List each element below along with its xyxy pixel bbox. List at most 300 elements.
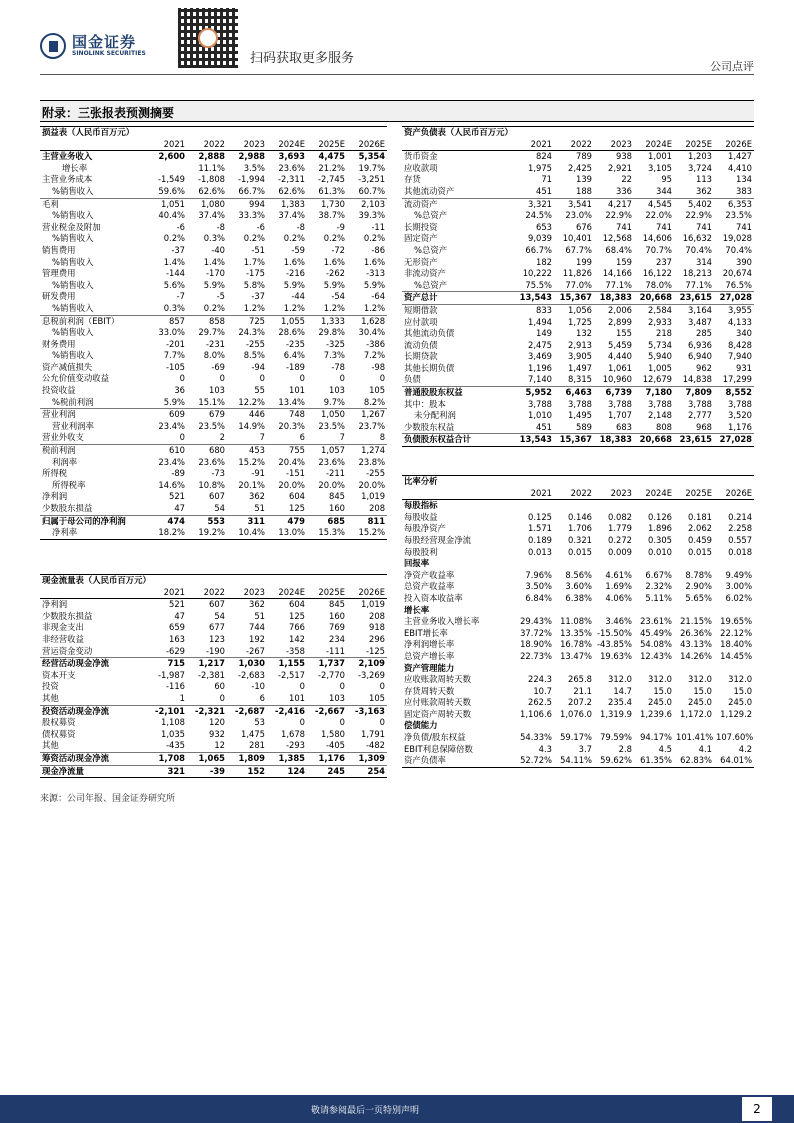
cell-value xyxy=(634,663,674,675)
cell-value: 59.62% xyxy=(594,755,634,767)
cell-value: 0.2% xyxy=(203,302,225,313)
cell-value: 45.49% xyxy=(640,627,672,638)
cell-value: 47 xyxy=(174,503,185,513)
cell-value: -325 xyxy=(325,338,345,349)
cell-value: 7,809 xyxy=(674,387,714,399)
cell-value: 3,105 xyxy=(648,162,672,173)
cell-value: 1,080 xyxy=(187,198,227,210)
cell-value: 155 xyxy=(616,328,632,339)
cell-value: 23.4% xyxy=(158,456,185,467)
year-header: 2024E xyxy=(267,587,307,599)
cell-value: 21.15% xyxy=(680,616,712,627)
cell-value: 36 xyxy=(174,385,185,396)
table-row xyxy=(402,257,754,269)
cell-value: 3.00% xyxy=(725,581,753,592)
cell-value xyxy=(554,558,594,570)
table-row xyxy=(40,233,387,245)
row-label: 资产负债率 xyxy=(402,755,514,767)
cell-value: 53 xyxy=(254,717,265,728)
cell-value: 474 xyxy=(147,515,187,527)
row-label: 净利润 xyxy=(42,491,68,502)
cell-value: 479 xyxy=(267,515,307,527)
row-label: 长期贷款 xyxy=(404,351,438,362)
cell-value: 1,309 xyxy=(347,752,387,765)
cell-value: 6.38% xyxy=(565,592,592,603)
table-row xyxy=(402,292,754,305)
cell-value: -9 xyxy=(336,221,345,232)
cell-value: 1,725 xyxy=(568,316,592,327)
table-row xyxy=(402,709,754,721)
cell-value: -78 xyxy=(331,361,345,372)
cell-value: 4.5 xyxy=(658,743,672,754)
cell-value: 741 xyxy=(616,221,632,232)
table-row xyxy=(40,765,387,778)
cell-value: 0.2% xyxy=(323,233,345,244)
cell-value: 968 xyxy=(696,421,712,432)
cell-value: 6.02% xyxy=(725,592,753,603)
cell-value: 0.2% xyxy=(283,233,305,244)
cell-value: 26.36% xyxy=(680,627,712,638)
row-label: 所得税 xyxy=(42,468,68,479)
row-label: 少数股东损益 xyxy=(42,503,93,513)
row-label: 公允价值变动收益 xyxy=(42,373,109,384)
row-label: %总资产 xyxy=(414,279,448,290)
cell-value: 160 xyxy=(329,610,345,621)
table-row xyxy=(402,686,754,698)
company-logo-icon xyxy=(40,33,66,59)
cell-value: 8 xyxy=(379,432,386,443)
row-label: 销售费用 xyxy=(42,244,76,255)
year-header: 2025E xyxy=(674,139,714,151)
cell-value: 16,122 xyxy=(642,268,672,279)
cell-value: 27,028 xyxy=(714,292,754,305)
cell-value: 23.5% xyxy=(318,420,345,431)
cell-value xyxy=(514,663,554,675)
cell-value: 12 xyxy=(214,740,225,751)
cell-value: 2,921 xyxy=(608,162,632,173)
cell-value: -7 xyxy=(176,291,185,302)
cell-value: 11,826 xyxy=(562,268,592,279)
cell-value: 22 xyxy=(621,174,632,185)
cell-value: 60.7% xyxy=(358,185,386,196)
cell-value: 0.125 xyxy=(528,511,552,522)
table-row xyxy=(40,421,387,433)
cell-value: 4.61% xyxy=(605,569,632,580)
cell-value: -5 xyxy=(216,291,225,302)
cell-value: 610 xyxy=(147,445,187,457)
table-row xyxy=(402,174,754,186)
cell-value: 296 xyxy=(369,633,385,644)
cell-value: 1,055 xyxy=(267,315,307,327)
cell-value: 4,217 xyxy=(594,198,634,210)
cell-value: 0 xyxy=(179,432,185,443)
cell-value: 11.1% xyxy=(198,162,225,173)
cell-value: 824 xyxy=(536,151,552,162)
cell-value: 5,952 xyxy=(514,387,554,399)
cell-value: -235 xyxy=(285,338,305,349)
row-label: 债权募资 xyxy=(42,728,76,739)
year-header: 2023 xyxy=(594,139,634,151)
cell-value: -2,745 xyxy=(318,174,345,185)
row-label: %销售收入 xyxy=(52,350,94,361)
cell-value: 7.7% xyxy=(163,350,185,361)
table-row xyxy=(40,491,387,503)
cell-value: 2,006 xyxy=(594,304,634,316)
cell-value: 1,051 xyxy=(147,198,187,210)
cell-value: 6,739 xyxy=(594,387,634,399)
row-label: 主营业务成本 xyxy=(42,174,93,185)
cell-value: 235.4 xyxy=(608,697,632,708)
row-label: 货币资金 xyxy=(404,151,438,162)
cell-value: 3,541 xyxy=(554,198,594,210)
cell-value: 21.1 xyxy=(573,685,592,696)
cell-value: 77.1% xyxy=(605,279,632,290)
cell-value: 13.4% xyxy=(278,396,305,407)
cell-value: 38.7% xyxy=(318,210,345,221)
cell-value: 75.5% xyxy=(525,279,552,290)
row-label: 存货 xyxy=(404,174,421,185)
cell-value: -125 xyxy=(365,645,385,656)
table-row xyxy=(40,303,387,315)
cell-value: 0.082 xyxy=(608,511,632,522)
row-label: 增长率 xyxy=(404,604,430,615)
cell-value: 1,494 xyxy=(528,316,552,327)
cell-value: 1,319.9 xyxy=(600,708,632,719)
cell-value: 15.0 xyxy=(693,685,712,696)
cell-value: 521 xyxy=(169,599,185,610)
cell-value: 23,615 xyxy=(674,434,714,447)
row-label: 其中：股本 xyxy=(404,398,446,409)
cell-value: 234 xyxy=(329,633,345,644)
cell-value: 2,109 xyxy=(347,658,387,670)
cell-value: 1,061 xyxy=(608,362,632,373)
cell-value: 2,475 xyxy=(528,339,552,350)
cell-value: 1,475 xyxy=(241,728,265,739)
table-title-row xyxy=(402,476,754,488)
cell-value: 0.214 xyxy=(728,511,753,522)
cell-value: 12,568 xyxy=(602,233,632,244)
cell-value: 1,267 xyxy=(347,409,387,421)
year-header: 2025E xyxy=(674,488,714,500)
cell-value: -89 xyxy=(171,468,185,479)
cell-value xyxy=(714,605,754,617)
cell-value: 1,708 xyxy=(147,752,187,765)
cell-value: 17,299 xyxy=(722,374,752,385)
disclaimer-notice: 敬请参阅最后一页特别声明 xyxy=(310,1106,419,1116)
year-header: 2026E xyxy=(347,139,387,151)
cell-value: 107.60% xyxy=(716,732,754,743)
cell-value: 281 xyxy=(249,740,265,751)
cell-value: 6,353 xyxy=(714,198,754,210)
cell-value: 37.72% xyxy=(520,627,552,638)
cell-value: 2,103 xyxy=(347,198,387,210)
cell-value: 8.78% xyxy=(685,569,712,580)
cell-value: 938 xyxy=(616,151,632,162)
row-label: 普通股股东权益 xyxy=(402,387,514,399)
row-label: 短期借款 xyxy=(402,304,514,316)
cell-value: 741 xyxy=(736,221,752,232)
cell-value: 285 xyxy=(696,328,712,339)
row-label: 无形资产 xyxy=(404,256,438,267)
row-label: 非流动资产 xyxy=(404,268,446,279)
table-row xyxy=(40,670,387,682)
row-label: %销售收入 xyxy=(52,327,94,338)
cell-value: 994 xyxy=(227,198,267,210)
row-label: 资产减值损失 xyxy=(42,361,93,372)
year-header: 2022 xyxy=(554,488,594,500)
row-label: 净负债/股东权益 xyxy=(404,732,466,743)
cell-value: 20.0% xyxy=(318,479,345,490)
table-row xyxy=(402,151,754,163)
cell-value: 24.3% xyxy=(238,327,265,338)
cell-value: -267 xyxy=(245,645,265,656)
cell-value: 7.3% xyxy=(323,350,345,361)
year-header-row xyxy=(40,587,387,599)
row-label: 每股收益 xyxy=(404,511,438,522)
cell-value: 54 xyxy=(214,610,225,621)
row-label: 回报率 xyxy=(404,558,430,569)
cell-value: 15.0 xyxy=(653,685,672,696)
cell-value: -386 xyxy=(366,338,386,349)
page-header xyxy=(0,0,794,80)
table-title: 比率分析 xyxy=(402,476,754,488)
year-header: 2024E xyxy=(634,488,674,500)
cell-value: 2.32% xyxy=(645,581,672,592)
cell-value: 1,333 xyxy=(307,315,347,327)
cell-value: 14,606 xyxy=(642,233,672,244)
row-label: 每股股利 xyxy=(404,546,438,557)
table-row xyxy=(402,222,754,234)
cell-value xyxy=(594,720,634,732)
table-title-row xyxy=(402,127,754,139)
row-label: 主营业务收入增长率 xyxy=(404,616,480,627)
cell-value: 54.11% xyxy=(554,755,594,767)
cell-value: 0.321 xyxy=(568,534,592,545)
cell-value: 23.4% xyxy=(158,420,185,431)
year-header: 2021 xyxy=(147,587,187,599)
cell-value: 1,383 xyxy=(267,198,307,210)
cell-value: 2,913 xyxy=(568,339,592,350)
table-row xyxy=(40,740,387,752)
cell-value: 6.67% xyxy=(645,569,672,580)
cell-value: 9.7% xyxy=(323,396,345,407)
cell-value: -116 xyxy=(165,681,185,692)
row-label: EBIT增长率 xyxy=(404,627,448,638)
cell-value: 20.0% xyxy=(358,479,386,490)
cell-value: 3.46% xyxy=(605,616,632,627)
cell-value: -255 xyxy=(245,338,265,349)
cell-value: 23.0% xyxy=(565,210,592,221)
cell-value: 29.7% xyxy=(198,327,225,338)
cell-value: -201 xyxy=(165,338,185,349)
cell-value: 94.17% xyxy=(640,732,672,743)
cell-value: -405 xyxy=(325,740,345,751)
cell-value: 9,039 xyxy=(528,233,552,244)
cell-value: 5.65% xyxy=(685,592,712,603)
cell-value: 51 xyxy=(254,610,265,621)
table-row xyxy=(402,422,754,434)
cell-value: 30.4% xyxy=(358,327,386,338)
row-label: 存货周转天数 xyxy=(404,685,455,696)
cell-value: 14.6% xyxy=(158,479,185,490)
year-header: 2024E xyxy=(267,139,307,151)
cell-value: 1,975 xyxy=(528,162,552,173)
cell-value: 21.2% xyxy=(318,162,345,173)
year-header: 2024E xyxy=(634,139,674,151)
cell-value: 1,106.6 xyxy=(520,708,552,719)
cell-value: 14.9% xyxy=(238,420,265,431)
cell-value: 1,427 xyxy=(728,151,752,162)
row-label: %总资产 xyxy=(414,210,448,221)
cell-value: 23.7% xyxy=(358,420,386,431)
cell-value: 8.56% xyxy=(565,569,592,580)
table-row xyxy=(40,327,387,339)
cell-value: 858 xyxy=(187,315,227,327)
cell-value: 95 xyxy=(661,174,672,185)
table-row xyxy=(402,755,754,767)
year-header: 2023 xyxy=(227,139,267,151)
cell-value: 182 xyxy=(536,256,552,267)
cell-value: 1.6% xyxy=(283,256,305,267)
table-row xyxy=(40,634,387,646)
cell-value: 321 xyxy=(147,765,187,778)
cell-value: 1,108 xyxy=(161,717,185,728)
cell-value: 18,383 xyxy=(594,434,634,447)
cell-value: 28.6% xyxy=(278,327,305,338)
cell-value xyxy=(634,720,674,732)
row-label: 其他 xyxy=(42,692,59,703)
table-row xyxy=(40,480,387,492)
row-label: 利润率 xyxy=(52,456,78,467)
year-header: 2022 xyxy=(187,139,227,151)
cell-value: 77.1% xyxy=(685,279,712,290)
cell-value: 3,905 xyxy=(568,351,592,362)
cell-value: -2,101 xyxy=(147,705,187,717)
cell-value: 1,385 xyxy=(267,752,307,765)
year-header: 2022 xyxy=(187,587,227,599)
cell-value: 149 xyxy=(536,328,552,339)
cell-value: -255 xyxy=(366,468,386,479)
cell-value: 2,777 xyxy=(688,410,712,421)
table-row xyxy=(40,350,387,362)
cell-value: 19.65% xyxy=(720,616,753,627)
row-label: 每股净资产 xyxy=(404,523,446,534)
cell-value: -2,416 xyxy=(267,705,307,717)
cell-value: -37 xyxy=(171,244,185,255)
cell-value: 8.2% xyxy=(363,396,386,407)
cell-value: -3,163 xyxy=(347,705,387,717)
table-row xyxy=(402,605,754,617)
cell-value: -2,321 xyxy=(187,705,227,717)
cell-value: 51 xyxy=(254,503,265,513)
table-row xyxy=(402,163,754,175)
table-row xyxy=(402,593,754,605)
table-row xyxy=(40,717,387,729)
row-label: 负债股东权益合计 xyxy=(402,434,514,447)
table-row xyxy=(40,409,387,421)
cell-value: 4.1 xyxy=(698,743,712,754)
table-row xyxy=(40,163,387,175)
cell-value: 312.0 xyxy=(728,674,753,685)
cell-value: 7,140 xyxy=(528,374,552,385)
cell-value: 1,730 xyxy=(307,198,347,210)
cell-value: 23.6% xyxy=(318,456,345,467)
cell-value: 0 xyxy=(299,373,305,384)
table-row xyxy=(402,434,754,447)
table-row xyxy=(40,681,387,693)
cell-value: 254 xyxy=(347,765,387,778)
row-label: 营业利润率 xyxy=(52,420,94,431)
table-row xyxy=(402,280,754,292)
cell-value: 932 xyxy=(209,728,225,739)
cell-value: 103 xyxy=(329,385,345,396)
cell-value: 64.01% xyxy=(714,755,754,767)
cell-value: 12.43% xyxy=(640,650,672,661)
cell-value: 589 xyxy=(576,421,592,432)
cell-value: 237 xyxy=(656,256,672,267)
cell-value: 3.60% xyxy=(565,581,592,592)
row-label: 主营业务收入 xyxy=(42,151,93,162)
table-row xyxy=(402,581,754,593)
cell-value: 1.2% xyxy=(243,302,265,313)
cell-value: 43.13% xyxy=(680,639,712,650)
table-row xyxy=(40,373,387,385)
cell-value: 2.258 xyxy=(728,523,753,534)
cell-value: 13,543 xyxy=(514,292,554,305)
cell-value: 0 xyxy=(339,717,345,728)
row-label: 营业税金及附加 xyxy=(42,221,101,232)
cell-value: -72 xyxy=(331,244,345,255)
table-row xyxy=(402,674,754,686)
table-row xyxy=(402,744,754,756)
cell-value: 70.7% xyxy=(645,244,672,255)
cell-value: -1,987 xyxy=(158,669,185,680)
cell-value: 20,668 xyxy=(634,434,674,447)
table-row xyxy=(40,397,387,409)
table-row xyxy=(40,457,387,469)
cell-value: 27,028 xyxy=(714,434,754,447)
row-label: %销售收入 xyxy=(52,233,94,244)
cell-value: 163 xyxy=(169,633,185,644)
cell-value: 390 xyxy=(736,256,752,267)
cell-value: 24.5% xyxy=(525,210,552,221)
cell-value xyxy=(514,605,554,617)
cell-value: 54.33% xyxy=(520,732,552,743)
cell-value: 3,788 xyxy=(648,398,672,409)
cell-value: 1,580 xyxy=(321,728,345,739)
table-row xyxy=(402,663,754,675)
cell-value: -37 xyxy=(251,291,265,302)
cell-value: -211 xyxy=(325,468,345,479)
cell-value: 679 xyxy=(187,409,227,421)
cell-value: 1,495 xyxy=(568,410,592,421)
year-header: 2021 xyxy=(514,139,554,151)
cell-value: 1,737 xyxy=(307,658,347,670)
year-header: 2023 xyxy=(227,587,267,599)
table-row xyxy=(40,622,387,634)
cell-value: 68.4% xyxy=(605,244,632,255)
cell-value: 5.11% xyxy=(645,592,672,603)
cell-value: 1,035 xyxy=(161,728,185,739)
table-row xyxy=(40,198,387,210)
cell-value: 66.7% xyxy=(525,244,552,255)
cell-value: -482 xyxy=(365,740,385,751)
cell-value: -44 xyxy=(291,291,305,302)
cell-value: 1,217 xyxy=(187,658,227,670)
cell-value: 262.5 xyxy=(528,697,552,708)
row-label: 每股指标 xyxy=(404,500,438,511)
cell-value: 0.126 xyxy=(648,511,672,522)
